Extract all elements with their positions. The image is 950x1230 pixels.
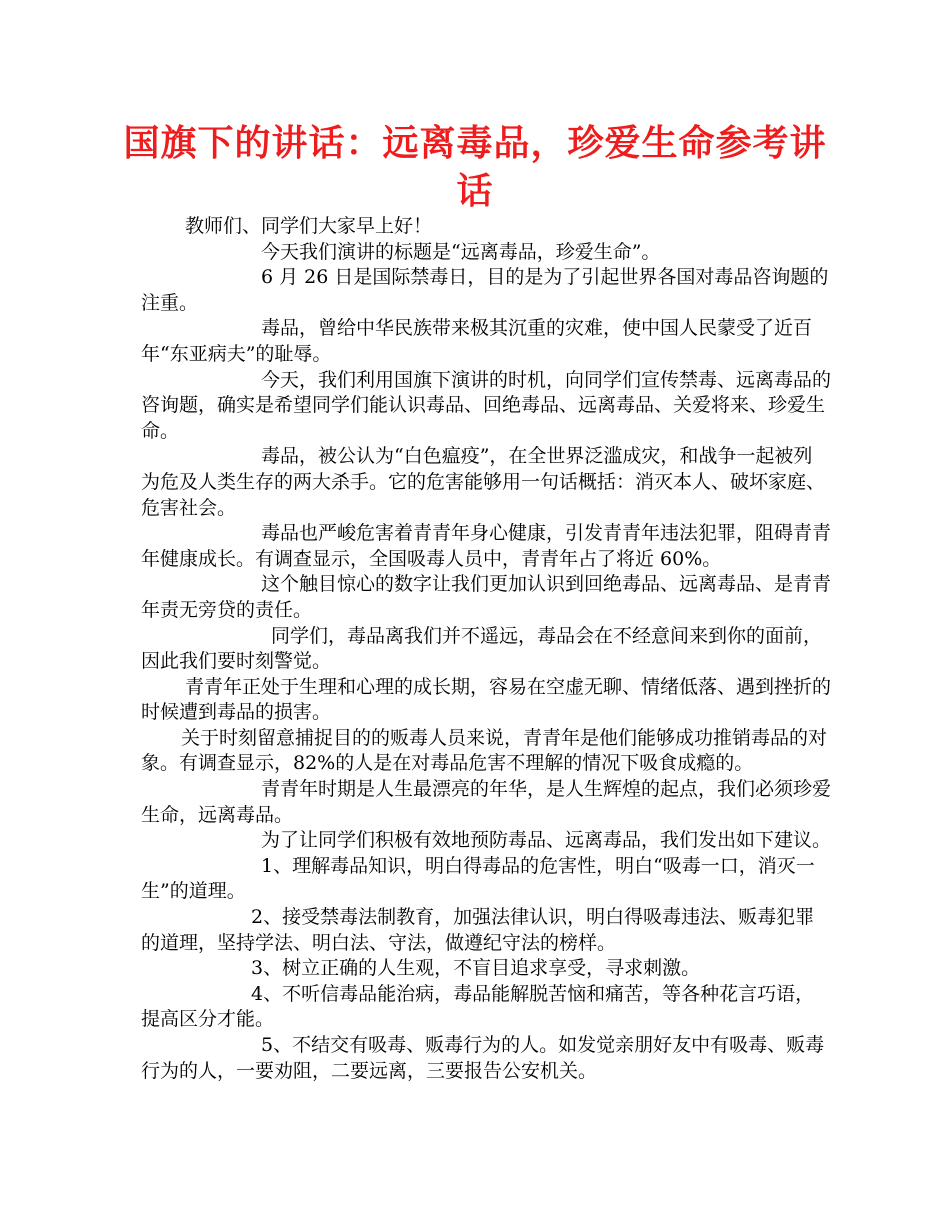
speech-paragraph: 毒品也严峻危害着青青年身心健康，引发青青年违法犯罪，阻碍青青年健康成长。有调查显示，全国吸毒人员中，青青年占了将近 60%。 [141,522,832,570]
speech-paragraph: 3、树立正确的人生观，不盲目追求享受，寻求刺激。 [251,957,701,980]
speech-paragraph: 关于时刻留意捕捉目的的贩毒人员来说，青青年是他们能够成功推销毒品的对象。有调查显示，82%的人是在对毒品危害不理解的情况下吸食成瘾的。 [141,726,828,775]
speech-paragraph: 1、理解毒品知识，明白得毒品的危害性，明白“吸毒一口，消灭一生”的道理。 [141,854,815,903]
speech-paragraph: 青青年正处于生理和心理的成长期，容易在空虚无聊、情绪低落、遇到挫折的时候遭到毒品的损害。 [141,675,832,724]
speech-paragraph: 今天我们演讲的标题是“远离毒品，珍爱生命”。 [261,240,661,263]
speech-paragraph: 教师们、同学们大家早上好！ [185,215,433,237]
speech-paragraph: 毒品，被公认为“白色瘟疫”，在全世界泛滥成灾，和战争一起被列为危及人类生存的两大杀手。它的危害能够用一句话概括：消灭本人、破坏家庭、危害社会。 [141,445,826,519]
speech-paragraph: 青青年时期是人生最漂亮的年华，是人生辉煌的起点，我们必须珍爱生命，远离毒品。 [141,778,832,826]
speech-paragraph: 这个触目惊心的数字让我们更加认识到回绝毒品、远离毒品、是青青年责无旁贷的责任。 [141,573,832,621]
speech-body [141,214,831,1084]
speech-paragraph: 5、不结交有吸毒、贩毒行为的人。如发觉亲朋好友中有吸毒、贩毒行为的人，一要劝阻，二要远离，三要报告公安机关。 [141,1034,825,1082]
speech-paragraph: 为了让同学们积极有效地预防毒品、远离毒品，我们发出如下建议。 [261,829,832,852]
speech-paragraph: 毒品，曾给中华民族带来极其沉重的灾难，使中国人民蒙受了近百年“东亚病夫”的耻辱。 [141,317,813,365]
speech-paragraph: 4、不听信毒品能治病，毒品能解脱苦恼和痛苦，等各种花言巧语，提高区分才能。 [141,982,815,1031]
speech-paragraph: 6 月 26 日是国际禁毒日，目的是为了引起世界各国对毒品咨询题的注重。 [141,266,829,314]
speech-paragraph: 同学们，毒品离我们并不遥远，毒品会在不经意间来到你的面前，因此我们要时刻警觉。 [141,624,823,673]
speech-paragraph: 2、接受禁毒法制教育，加强法律认识，明白得吸毒违法、贩毒犯罪的道理，坚持学法、明白法、守法，做遵纪守法的榜样。 [141,906,815,954]
speech-paragraph: 今天，我们利用国旗下演讲的时机，向同学们宣传禁毒、远离毒品的咨询题，确实是希望同学们能认识毒品、回绝毒品、远离毒品、关爱将来、珍爱生命。 [141,368,832,442]
speech-title: 国旗下的讲话：远离毒品，珍爱生命参考讲话 [123,123,827,212]
